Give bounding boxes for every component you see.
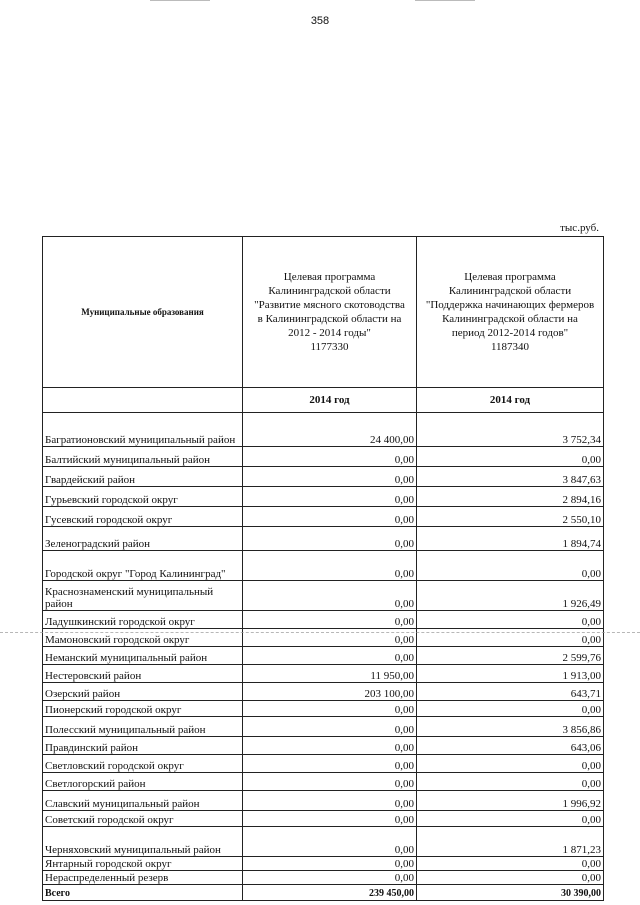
- program-2-value: 1 913,00: [417, 665, 604, 683]
- program-2-code: 1187340: [490, 341, 530, 353]
- program-2-value: 0,00: [417, 701, 604, 717]
- muni-name-cell: Нестеровский район: [43, 665, 243, 683]
- scan-edge-mark: [415, 0, 475, 1]
- table-row: [43, 581, 604, 611]
- program-2-value: 1 996,92: [417, 791, 604, 811]
- muni-name-cell: Балтийский муниципальный район: [43, 447, 243, 467]
- table-row: [43, 857, 604, 871]
- program-1-value: 0,00: [243, 791, 417, 811]
- table-row: [43, 755, 604, 773]
- program-2-line: Целевая программа: [464, 271, 556, 283]
- program-2-value: 2 550,10: [417, 507, 604, 527]
- muni-name-cell: Краснознаменский муниципальный район: [43, 581, 243, 611]
- muni-name-cell: Славский муниципальный район: [43, 791, 243, 811]
- municipalities-header: Муниципальные образования: [43, 237, 243, 388]
- program-1-value: 0,00: [243, 611, 417, 629]
- program-2-value: 0,00: [417, 773, 604, 791]
- program-1-value: 0,00: [243, 527, 417, 551]
- table-row: [43, 773, 604, 791]
- year-row: [43, 388, 604, 413]
- muni-name-cell: Мамоновский городской округ: [43, 629, 243, 647]
- muni-name-cell: Черняховский муниципальный район: [43, 827, 243, 857]
- program-2-line: "Поддержка начинающих фермеров: [425, 299, 595, 311]
- table-row: [43, 827, 604, 857]
- table-row: [43, 683, 604, 701]
- muni-name-cell: Озерский район: [43, 683, 243, 701]
- program-2-value: 0,00: [417, 629, 604, 647]
- program-2-value: 2 894,16: [417, 487, 604, 507]
- table-row: [43, 665, 604, 683]
- muni-name-cell: Гусевский городской округ: [43, 507, 243, 527]
- program-2-value: 0,00: [417, 755, 604, 773]
- program-1-line: 2012 - 2014 годы": [288, 327, 371, 339]
- program-2-line: Калининградской области на: [442, 313, 578, 325]
- program-1-line: Калининградской области: [268, 285, 391, 297]
- program-2-value: 0,00: [417, 871, 604, 885]
- table-row: [43, 527, 604, 551]
- program-1-code: 1177330: [310, 341, 349, 353]
- program-2-value: 0,00: [417, 811, 604, 827]
- muni-name-cell: Пионерский городской округ: [43, 701, 243, 717]
- muni-name-cell: Неманский муниципальный район: [43, 647, 243, 665]
- program-1-value: 0,00: [243, 551, 417, 581]
- program-1-value: 0,00: [243, 773, 417, 791]
- muni-name-cell: Светловский городской округ: [43, 755, 243, 773]
- muni-name-cell: Гвардейский район: [43, 467, 243, 487]
- program-1-value: 0,00: [243, 717, 417, 737]
- table-row: [43, 413, 604, 447]
- program-2-value: 0,00: [417, 447, 604, 467]
- program-2-value: 1 926,49: [417, 581, 604, 611]
- program-1-value: 0,00: [243, 487, 417, 507]
- program-1-value: 0,00: [243, 827, 417, 857]
- program-1-value: 0,00: [243, 701, 417, 717]
- program-1-line: "Развитие мясного скотоводства: [254, 299, 405, 311]
- program-1-value: 0,00: [243, 447, 417, 467]
- units-label: тыс.руб.: [560, 222, 599, 234]
- header-row: [43, 237, 604, 388]
- total-row: [43, 885, 604, 901]
- table-row: [43, 871, 604, 885]
- program-1-value: 0,00: [243, 467, 417, 487]
- scan-edge-mark: [150, 0, 210, 1]
- program-2-value: 1 871,23: [417, 827, 604, 857]
- program-1-value: 0,00: [243, 737, 417, 755]
- program-1-value: 203 100,00: [243, 683, 417, 701]
- muni-name-cell: Нераспределенный резерв: [43, 871, 243, 885]
- program-2-value: 3 847,63: [417, 467, 604, 487]
- muni-name-cell: Полесский муниципальный район: [43, 717, 243, 737]
- muni-name-cell: Светлогорский район: [43, 773, 243, 791]
- program-1-line: в Калининградской области на: [257, 313, 402, 325]
- table-row: [43, 811, 604, 827]
- program-1-header: [243, 237, 417, 388]
- program-2-value: 643,71: [417, 683, 604, 701]
- table-row: [43, 737, 604, 755]
- muni-name-cell: Правдинский район: [43, 737, 243, 755]
- program-1-value: 24 400,00: [243, 413, 417, 447]
- table-row: [43, 611, 604, 629]
- program-2-header: [417, 237, 604, 388]
- program-1-value: 0,00: [243, 755, 417, 773]
- program-2-value: 0,00: [417, 551, 604, 581]
- muni-name-cell: Гурьевский городской округ: [43, 487, 243, 507]
- total-label: Всего: [43, 885, 243, 901]
- table-row: [43, 467, 604, 487]
- program-2-value: 0,00: [417, 857, 604, 871]
- table-row: [43, 647, 604, 665]
- year-empty-cell: [43, 388, 243, 413]
- muni-name-cell: Зеленоградский район: [43, 527, 243, 551]
- page-number: 358: [310, 15, 330, 27]
- fold-line: [0, 632, 640, 633]
- program-2-value: 3 856,86: [417, 717, 604, 737]
- program-2-value: 3 752,34: [417, 413, 604, 447]
- muni-name-cell: Городской округ "Город Калининград": [43, 551, 243, 581]
- muni-name-cell: Багратионовский муниципальный район: [43, 413, 243, 447]
- table-row: [43, 701, 604, 717]
- muni-name-cell: Ладушкинский городской округ: [43, 611, 243, 629]
- table-row: [43, 507, 604, 527]
- program-1-value: 0,00: [243, 871, 417, 885]
- budget-table: [42, 236, 604, 901]
- year-1-header: 2014 год: [243, 388, 417, 413]
- program-1-value: 0,00: [243, 857, 417, 871]
- program-1-value: 0,00: [243, 507, 417, 527]
- program-1-value: 0,00: [243, 581, 417, 611]
- table-row: [43, 447, 604, 467]
- muni-name-cell: Янтарный городской округ: [43, 857, 243, 871]
- total-program-1: 239 450,00: [243, 885, 417, 901]
- total-program-2: 30 390,00: [417, 885, 604, 901]
- program-2-value: 1 894,74: [417, 527, 604, 551]
- program-2-value: 0,00: [417, 611, 604, 629]
- program-2-value: 2 599,76: [417, 647, 604, 665]
- program-1-value: 0,00: [243, 811, 417, 827]
- program-2-line: период 2012-2014 годов": [451, 327, 569, 339]
- program-2-value: 643,06: [417, 737, 604, 755]
- table-row: [43, 791, 604, 811]
- table-row: [43, 551, 604, 581]
- table-row: [43, 717, 604, 737]
- program-1-line: Целевая программа: [283, 271, 376, 283]
- program-2-line: Калининградской области: [448, 285, 572, 297]
- program-1-value: 11 950,00: [243, 665, 417, 683]
- table-row: [43, 487, 604, 507]
- program-1-value: 0,00: [243, 629, 417, 647]
- muni-name-cell: Советский городской округ: [43, 811, 243, 827]
- program-1-value: 0,00: [243, 647, 417, 665]
- year-2-header: 2014 год: [417, 388, 604, 413]
